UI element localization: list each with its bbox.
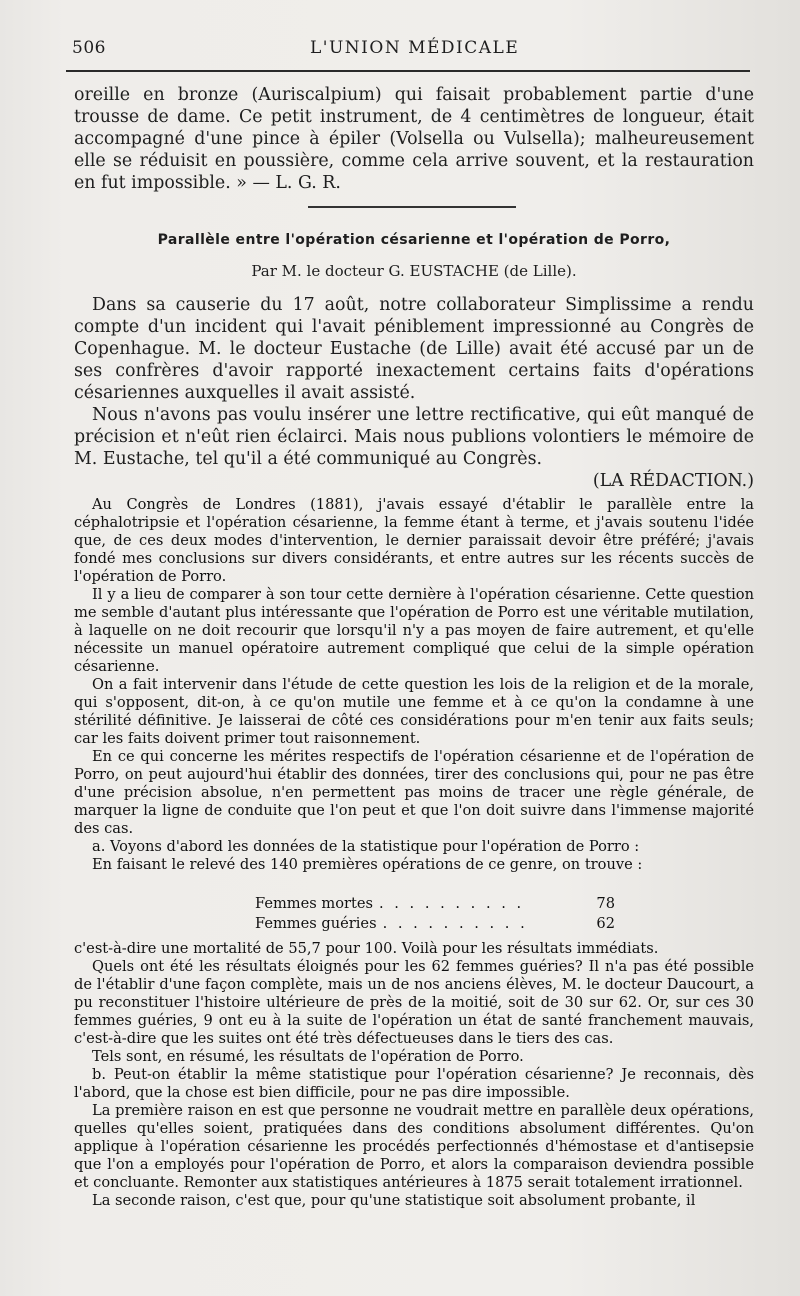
- body-paragraph: En ce qui concerne les mérites respectifs de l'opération césarienne et de l'opération de Porro, on peut aujourd'hui établir des données, tirer des conclusions qui, pour ne pas être d'une précision absolue, n'en permettent pas moins de tracer une règle générale, de marquer la ligne de conduite que l'on peut et que l'on doit suivre dans l'immense majorité des cas.: [74, 748, 754, 837]
- stat-row-recoveries: [255, 914, 615, 934]
- header-rule: [66, 70, 750, 72]
- statistics-table: [255, 894, 615, 934]
- stat-value: 78: [596, 895, 615, 912]
- stat-value: 62: [596, 915, 615, 932]
- stat-label: Femmes guéries: [255, 915, 377, 932]
- editorial-paragraph: Dans sa causerie du 17 août, notre collaborateur Simplissime a rendu compte d'un incident qui l'avait péniblement impressionné au Congrès de Copenhague. M. le docteur Eustache (de Lille) avait été accusé par un de ses confrères d'avoir rapporté inexactement certains faits d'opérations césariennes auxquelles il avait assisté.: [74, 295, 754, 403]
- memoir-body-part-1: [74, 496, 754, 874]
- body-paragraph: Quels ont été les résultats éloignés pour les 62 femmes guéries? Il n'a pas été possible de l'établir d'une façon complète, mais un de nos anciens élèves, M. le docteur Daucourt, a pu reconstituer l'histoire ultérieure de près de la moitié, soit de 30 sur 62. Or, sur ces 30 femmes guéries, 9 ont eu à la suite de l'opération un état de santé franchement mauvais, c'est-à-dire que les suites ont été très défectueuses dans le tiers des cas.: [74, 958, 754, 1047]
- body-paragraph: a. Voyons d'abord les données de la statistique pour l'opération de Porro :: [92, 838, 640, 855]
- body-paragraph: En faisant le relevé des 140 premières opérations de ce genre, on trouve :: [92, 856, 643, 873]
- body-paragraph: La seconde raison, c'est que, pour qu'une statistique soit absolument probante, il: [92, 1192, 696, 1209]
- body-paragraph: b. Peut-on établir la même statistique pour l'opération césarienne? Je reconnais, dès l'abord, que la chose est bien difficile, pour ne pas dire impossible.: [74, 1066, 754, 1101]
- stat-row-deaths: [255, 894, 615, 914]
- memoir-body-part-2: [74, 940, 754, 1210]
- intro-paragraph-block: [74, 84, 754, 194]
- stat-leader-dots: . . . . . . . . . .: [382, 915, 528, 932]
- intro-paragraph: oreille en bronze (Auriscalpium) qui faisait probablement partie d'une trousse de dame. Ce petit instrument, de 4 centimètres de longueur, était accompagné d'une pince à épiler (Volsella ou Vulsella); malheureusement elle se réduisit en poussière, comme cela arrive souvent, et la restauration en fut impossible. » — L. G. R.: [74, 85, 754, 193]
- page-number: 506: [72, 38, 106, 58]
- body-paragraph: Au Congrès de Londres (1881), j'avais essayé d'établir le parallèle entre la céphalotripsie et l'opération césarienne, la femme étant à terme, et j'avais soutenu l'idée que, de ces deux modes d'intervention, le dernier paraissait devoir être préféré; j'avais fondé mes conclusions sur divers considérants, et entre autres sur les récents succès de l'opération de Porro.: [74, 496, 754, 585]
- article-byline: Par M. le docteur G. EUSTACHE (de Lille).: [251, 262, 577, 280]
- editorial-paragraph: Nous n'avons pas voulu insérer une lettre rectificative, qui eût manqué de précision et n'eût rien éclairci. Mais nous publions volontiers le mémoire de M. Eustache, tel qu'il a été communiqué au Congrès.: [74, 405, 754, 469]
- body-paragraph: Tels sont, en résumé, les résultats de l'opération de Porro.: [92, 1048, 524, 1065]
- editorial-signature: (LA RÉDACTION.): [592, 471, 754, 491]
- stat-label: Femmes mortes: [255, 895, 373, 912]
- stat-leader-dots: . . . . . . . . . .: [379, 895, 525, 912]
- body-paragraph: Il y a lieu de comparer à son tour cette dernière à l'opération césarienne. Cette question me semble d'autant plus intéressante que l'opération de Porro est une véritable mutilation, à laquelle on ne doit recourir que lorsqu'il n'y a pas moyen de faire autrement, et qu'elle nécessite un manuel opératoire autrement compliqué que celui de la simple opération césarienne.: [74, 586, 754, 675]
- section-separator: [308, 206, 516, 208]
- article-title: Parallèle entre l'opération césarienne et l'opération de Porro,: [157, 232, 671, 248]
- running-title: L'UNION MÉDICALE: [310, 38, 520, 58]
- body-paragraph: On a fait intervenir dans l'étude de cette question les lois de la religion et de la morale, qui s'opposent, dit-on, à ce qu'on mutile une femme et à ce qu'on la condamne à une stérilité définitive. Je laisserai de côté ces considérations pour m'en tenir aux faits seuls; car les faits doivent primer tout raisonnement.: [74, 676, 754, 747]
- editorial-note: [74, 294, 754, 492]
- body-paragraph: La première raison en est que personne ne voudrait mettre en parallèle deux opérations, quelles qu'elles soient, pratiquées dans des conditions absolument différentes. Qu'on applique à l'opération césarienne les procédés perfectionnés d'hémostase et d'antisepsie que l'on a employés pour l'opération de Porro, et alors la comparaison deviendra possible et concluante. Remonter aux statistiques antérieures à 1875 serait totalement irrationnel.: [74, 1102, 754, 1191]
- page-header: [66, 36, 750, 66]
- body-paragraph: c'est-à-dire une mortalité de 55,7 pour 100. Voilà pour les résultats immédiats.: [74, 940, 659, 957]
